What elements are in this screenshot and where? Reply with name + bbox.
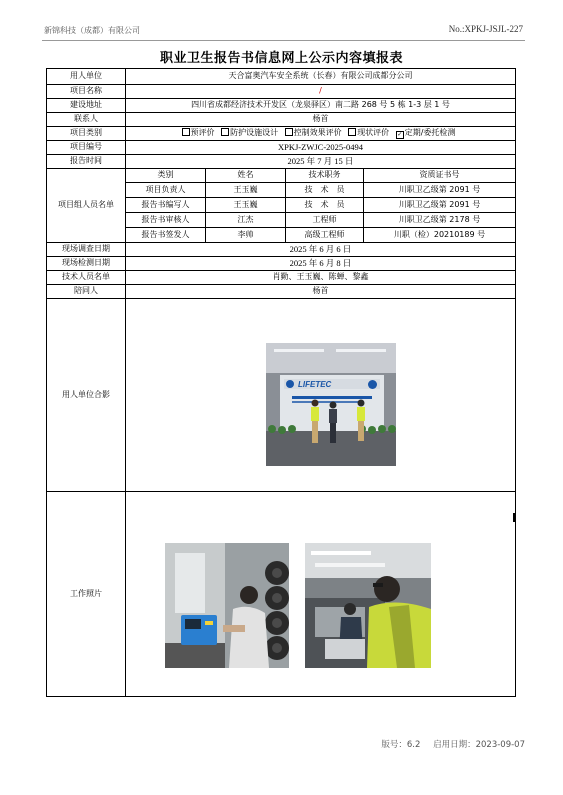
- team-name: 江杰: [206, 213, 286, 228]
- team-header-role: 类别: [126, 169, 206, 183]
- team-name: 王玉巍: [206, 198, 286, 213]
- work-photo-worker: [305, 543, 431, 668]
- contact-value: 杨首: [126, 113, 516, 127]
- footer-effective-date: 启用日期：2023-09-07: [433, 740, 525, 750]
- category-option-periodic[interactable]: ✓ 定期/委托检测: [397, 128, 456, 138]
- team-role: 报告书签发人: [126, 228, 206, 243]
- form-title: 职业卫生报告书信息网上公示内容填报表: [159, 51, 403, 66]
- employer-label: 用人单位: [47, 69, 126, 85]
- address-value: 四川省成都经济技术开发区（龙泉驿区）南二路 268 号 5 栋 1-3 层 1 号: [126, 99, 516, 113]
- test-date-label: 现场检测日期: [47, 257, 126, 271]
- accompany-label: 陪同人: [47, 285, 126, 299]
- team-title: 高级工程师: [286, 228, 364, 243]
- category-option-design[interactable]: 防护设施设计: [221, 128, 278, 137]
- group-photo-label: 用人单位合影: [47, 299, 126, 492]
- category-label: 项目类别: [47, 127, 126, 141]
- footer-version: 版号：6.2: [381, 740, 421, 750]
- team-name: 王玉巍: [206, 183, 286, 198]
- team-header-title: 技术职务: [286, 169, 364, 183]
- team-cert: 川职卫乙级第 2091 号: [364, 198, 516, 213]
- team-header-cert: 资质证书号: [364, 169, 516, 183]
- header-doc-number: No.:XPKJ-JSJL-227: [448, 24, 523, 34]
- survey-date-label: 现场调查日期: [47, 243, 126, 257]
- work-photo-device: [165, 543, 289, 668]
- group-photo: [266, 343, 396, 466]
- accompany-value: 杨首: [126, 285, 516, 299]
- team-title: 技 术 员: [286, 198, 364, 213]
- survey-date-value: 2025 年 6 月 6 日: [126, 243, 516, 257]
- checkbox-icon[interactable]: [348, 128, 356, 136]
- checked-checkbox-icon[interactable]: ✓: [397, 131, 403, 138]
- team-label: 项目组人员名单: [47, 169, 126, 243]
- footer: [371, 738, 525, 750]
- category-option-pre[interactable]: 预评价: [182, 128, 215, 137]
- employer-value: 天合富奥汽车安全系统（长春）有限公司成都分公司: [126, 69, 516, 85]
- contact-label: 联系人: [47, 113, 126, 127]
- work-photo-label: 工作照片: [47, 492, 126, 697]
- header-company: 新锦科技（成都）有限公司: [44, 26, 140, 35]
- tech-staff-label: 技术人员名单: [47, 271, 126, 285]
- banner-logo-text: LIFETEC: [298, 380, 332, 389]
- text-cursor: [513, 513, 515, 522]
- tech-staff-value: 肖勤、王玉巍、陈蝉、黎鑫: [126, 271, 516, 285]
- address-label: 建设地址: [47, 99, 126, 113]
- category-option-control[interactable]: 控制效果评价: [285, 128, 342, 137]
- team-cert: 川职卫乙级第 2178 号: [364, 213, 516, 228]
- category-options: [126, 127, 516, 141]
- category-option-status[interactable]: 现状评价: [348, 128, 389, 137]
- checkbox-icon[interactable]: [182, 128, 190, 136]
- project-name-value: /: [126, 85, 516, 99]
- team-cert: 川职（检）20210189 号: [364, 228, 516, 243]
- team-title: 工程师: [286, 213, 364, 228]
- team-role: 项目负责人: [126, 183, 206, 198]
- checkbox-icon[interactable]: [221, 128, 229, 136]
- project-number-value: XPKJ-ZWJC-2025-0494: [126, 141, 516, 155]
- report-time-value: 2025 年 7 月 15 日: [126, 155, 516, 169]
- team-role: 报告书审核人: [126, 213, 206, 228]
- header-divider: [42, 40, 525, 41]
- team-name: 李帅: [206, 228, 286, 243]
- team-cert: 川职卫乙级第 2091 号: [364, 183, 516, 198]
- project-name-label: 项目名称: [47, 85, 126, 99]
- checkbox-icon[interactable]: [285, 128, 293, 136]
- team-title: 技 术 员: [286, 183, 364, 198]
- team-role: 报告书编写人: [126, 198, 206, 213]
- report-time-label: 报告时间: [47, 155, 126, 169]
- team-header-name: 姓名: [206, 169, 286, 183]
- test-date-value: 2025 年 6 月 8 日: [126, 257, 516, 271]
- project-number-label: 项目编号: [47, 141, 126, 155]
